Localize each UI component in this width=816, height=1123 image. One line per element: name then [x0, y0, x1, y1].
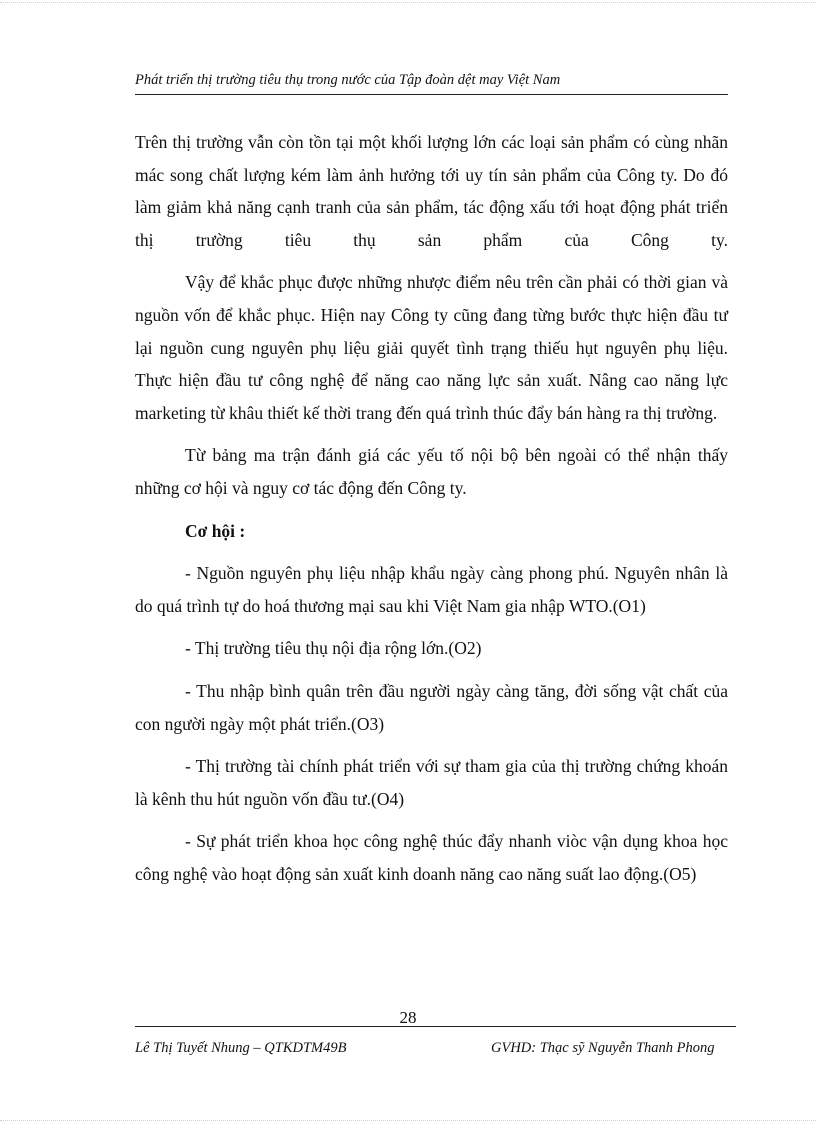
header-divider	[135, 94, 728, 95]
paragraph-1: Trên thị trường vẫn còn tồn tại một khối lượng lớn các loại sản phẩm có cùng nhãn mác song chất lượng kém làm ảnh hưởng tới uy tín sản phẩm của Công ty. Do đó làm giảm khả năng cạnh tranh của sản phẩm, tác động xấu tới hoạt động phát triển thị trường tiêu thụ sản phẩm của Công ty.	[135, 132, 728, 250]
opportunity-o5: - Sự phát triển khoa học công nghệ thúc đẩy nhanh viòc vận dụng khoa học công nghệ vào hoạt động sản xuất kinh doanh năng cao năng suất lao động.(O5)	[135, 831, 728, 884]
footer-divider	[135, 1026, 736, 1027]
opportunity-o4: - Thị trường tài chính phát triển với sự tham gia của thị trường chứng khoán là kênh thu hút nguồn vốn đầu tư.(O4)	[135, 756, 728, 809]
opportunity-o3: - Thu nhập bình quân trên đầu người ngày càng tăng, đời sống vật chất của con người ngày một phát triển.(O3)	[135, 680, 728, 734]
page-border-bottom	[0, 1120, 816, 1121]
page-number: 28	[399, 1008, 417, 1027]
paragraph-2: Vậy để khắc phục được những nhược điểm nêu trên cần phải có thời gian và nguồn vốn để khắc phục. Hiện nay Công ty cũng đang từng bước thực hiện đầu tư lại nguồn cung nguyên phụ liệu giải quyết tình trạng thiếu hụt nguyên phụ liệu. Thực hiện đầu tư công nghệ để năng cao năng lực sản xuất. Nâng cao năng lực marketing từ khâu thiết kế thời trang đến quá trình thúc đẩy bán hàng ra thị trường.	[135, 272, 728, 423]
section-heading-opportunities: Cơ hội :	[185, 520, 246, 541]
paragraph-3: Từ bảng ma trận đánh giá các yếu tố nội bộ bên ngoài có thể nhận thấy những cơ hội và nguy cơ tác động đến Công ty.	[135, 445, 728, 498]
footer-advisor: GVHD: Thạc sỹ Nguyễn Thanh Phong	[491, 1040, 715, 1056]
opportunity-o2: - Thị trường tiêu thụ nội địa rộng lớn.(O2)	[185, 638, 482, 659]
document-body	[135, 126, 728, 900]
running-header: Phát triển thị trường tiêu thụ trong nước của Tập đoàn dệt may Việt Nam	[135, 72, 561, 88]
page-border-top	[0, 2, 816, 3]
opportunity-o1: - Nguồn nguyên phụ liệu nhập khẩu ngày càng phong phú. Nguyên nhân là do quá trình tự do hoá thương mại sau khi Việt Nam gia nhập WTO.(O1)	[135, 563, 728, 616]
footer-author: Lê Thị Tuyết Nhung – QTKDTM49B	[135, 1040, 347, 1056]
